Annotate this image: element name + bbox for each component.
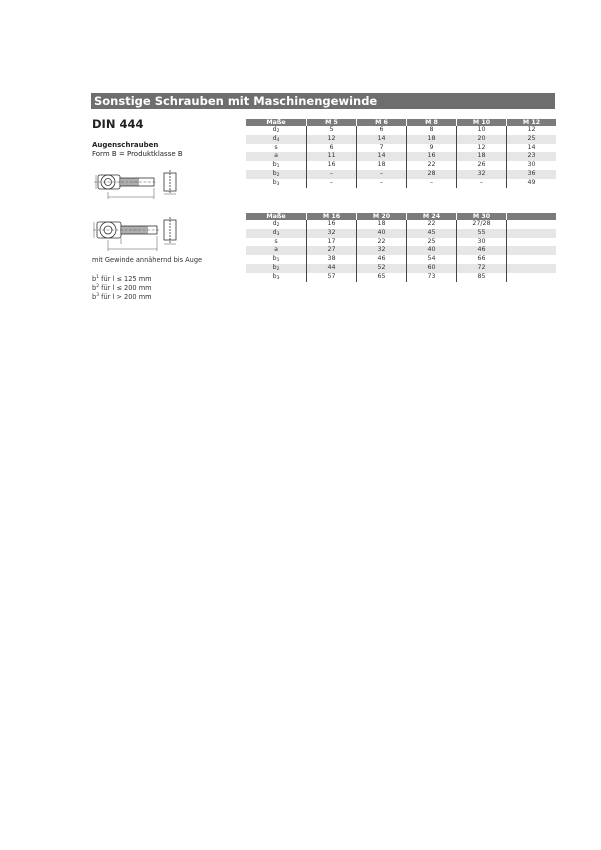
table-cell: 40 xyxy=(357,229,407,238)
table-cell: 27 xyxy=(307,246,357,255)
table-cell: 65 xyxy=(357,273,407,282)
table-cell: 46 xyxy=(357,255,407,264)
table-cell: 14 xyxy=(357,135,407,144)
table-cell: 45 xyxy=(407,229,457,238)
row-label: s xyxy=(246,144,307,153)
table-cell: 9 xyxy=(407,144,457,153)
table-cell: 52 xyxy=(357,264,407,273)
table-cell: 8 xyxy=(407,126,457,135)
table-cell xyxy=(507,220,557,229)
column-header: M 5 xyxy=(307,119,357,126)
table-row xyxy=(246,179,556,188)
table-cell: 10 xyxy=(457,126,507,135)
table-cell: 7 xyxy=(357,144,407,153)
row-label: $d_2$ xyxy=(246,220,307,229)
table-cell xyxy=(507,238,557,247)
row-label: $d_4$ xyxy=(246,135,307,144)
table-row xyxy=(246,161,556,170)
table-cell: 30 xyxy=(527,161,536,169)
table-cell: 49 xyxy=(527,178,536,186)
dimension-table-small-sizes xyxy=(246,119,556,188)
column-header: M 12 xyxy=(507,119,557,126)
table-cell: 25 xyxy=(407,238,457,247)
table-cell: 16 xyxy=(307,220,357,229)
table-cell: – xyxy=(357,179,407,188)
table-cell xyxy=(507,246,557,255)
table-cell: 73 xyxy=(407,273,457,282)
table-cell: 23 xyxy=(507,152,557,161)
table-row xyxy=(246,152,556,161)
table-cell: 27/28 xyxy=(457,220,507,229)
table-cell: 18 xyxy=(407,135,457,144)
table-cell: 28 xyxy=(407,170,457,179)
table-cell: 6 xyxy=(307,144,357,153)
column-header: M 16 xyxy=(307,213,357,220)
table-cell: 57 xyxy=(307,273,357,282)
table-row xyxy=(246,255,556,264)
table-cell: – xyxy=(457,179,507,188)
table-row xyxy=(246,238,556,247)
table-cell: 85 xyxy=(457,273,507,282)
table-cell: 55 xyxy=(457,229,507,238)
column-header-label: Maße xyxy=(246,213,307,220)
table-cell: 44 xyxy=(307,264,357,273)
table-cell: 22 xyxy=(407,161,457,170)
table-row xyxy=(246,273,556,282)
row-label: $d_3$ xyxy=(246,229,307,238)
product-form: Form B = Produktklasse B xyxy=(92,150,183,158)
row-label: $b_1$ xyxy=(246,161,307,170)
column-header: M 24 xyxy=(407,213,457,220)
table-header-row xyxy=(246,213,556,220)
table-cell: 5 xyxy=(307,126,357,135)
table-body xyxy=(246,126,556,188)
row-label: $d_2$ xyxy=(246,126,307,135)
table-row xyxy=(246,229,556,238)
table-row xyxy=(246,170,556,179)
column-header: M 8 xyxy=(407,119,457,126)
table-row xyxy=(246,264,556,273)
table-cell: 17 xyxy=(307,238,357,247)
row-label: $b_1$ xyxy=(246,255,307,264)
table-cell: 26 xyxy=(457,161,507,170)
column-header-label: Maße xyxy=(246,119,307,126)
table-cell: 20 xyxy=(457,135,507,144)
table-row xyxy=(246,144,556,153)
table-row xyxy=(246,135,556,144)
table-body xyxy=(246,220,556,282)
note-line: $b^3$ für l > 200 mm xyxy=(92,293,152,301)
table-cell: – xyxy=(357,170,407,179)
table-cell: 32 xyxy=(357,246,407,255)
table-cell: 14 xyxy=(357,152,407,161)
column-header: M 10 xyxy=(457,119,507,126)
table-cell: 11 xyxy=(307,152,357,161)
table-cell: 16 xyxy=(307,161,357,170)
row-label: a xyxy=(246,152,307,161)
table-cell: 25 xyxy=(507,135,557,144)
table-cell: 32 xyxy=(457,170,507,179)
length-notes xyxy=(92,275,152,302)
row-label: $b_3$ xyxy=(246,179,307,188)
row-label: s xyxy=(246,238,307,247)
table-cell xyxy=(507,264,557,273)
table-cell: 32 xyxy=(307,229,357,238)
row-label: $b_3$ xyxy=(246,273,307,282)
table-cell: 46 xyxy=(457,246,507,255)
drawing-caption: mit Gewinde annähernd bis Auge xyxy=(92,256,203,264)
note-line: $b^2$ für l ≤ 200 mm xyxy=(92,284,152,292)
eye-bolt-drawing-threaded xyxy=(90,214,186,254)
product-name: Augenschrauben xyxy=(92,141,159,149)
table-cell: – xyxy=(307,179,357,188)
table-cell: 18 xyxy=(357,220,407,229)
table-cell: 14 xyxy=(527,143,536,151)
table-header-row xyxy=(246,119,556,126)
table-cell: – xyxy=(407,179,457,188)
row-label: $b_2$ xyxy=(246,264,307,273)
table-cell: 12 xyxy=(307,135,357,144)
section-title: Sonstige Schrauben mit Maschinengewinde xyxy=(94,94,378,108)
table-cell: 12 xyxy=(457,144,507,153)
standard-number: DIN 444 xyxy=(92,117,144,131)
table-cell: 18 xyxy=(357,161,407,170)
table-row xyxy=(246,246,556,255)
table-cell: 16 xyxy=(407,152,457,161)
table-cell: 38 xyxy=(307,255,357,264)
table-cell: 22 xyxy=(407,220,457,229)
table-cell: 12 xyxy=(527,126,536,133)
table-cell: 36 xyxy=(507,170,557,179)
table-cell: 22 xyxy=(357,238,407,247)
row-label: a xyxy=(246,246,307,255)
dimension-table-large-sizes xyxy=(246,213,556,282)
table-row xyxy=(246,126,556,135)
table-cell: 6 xyxy=(357,126,407,135)
column-header xyxy=(507,213,557,220)
table-cell: 60 xyxy=(407,264,457,273)
row-label: $b_2$ xyxy=(246,170,307,179)
table-cell: 66 xyxy=(457,255,507,264)
note-line: $b^1$ für l ≤ 125 mm xyxy=(92,275,152,283)
table-cell: 30 xyxy=(457,238,507,247)
column-header: M 20 xyxy=(357,213,407,220)
table-cell: 54 xyxy=(407,255,457,264)
column-header: M 30 xyxy=(457,213,507,220)
table-row xyxy=(246,220,556,229)
table-cell xyxy=(507,273,557,282)
table-cell xyxy=(507,255,557,264)
eye-bolt-drawing-side xyxy=(90,166,186,202)
table-cell: 18 xyxy=(457,152,507,161)
column-header: M 6 xyxy=(357,119,407,126)
table-cell: 72 xyxy=(457,264,507,273)
product-description xyxy=(92,141,183,159)
table-cell: – xyxy=(307,170,357,179)
table-cell xyxy=(507,229,557,238)
section-header-bar xyxy=(91,93,555,109)
table-cell: 40 xyxy=(407,246,457,255)
